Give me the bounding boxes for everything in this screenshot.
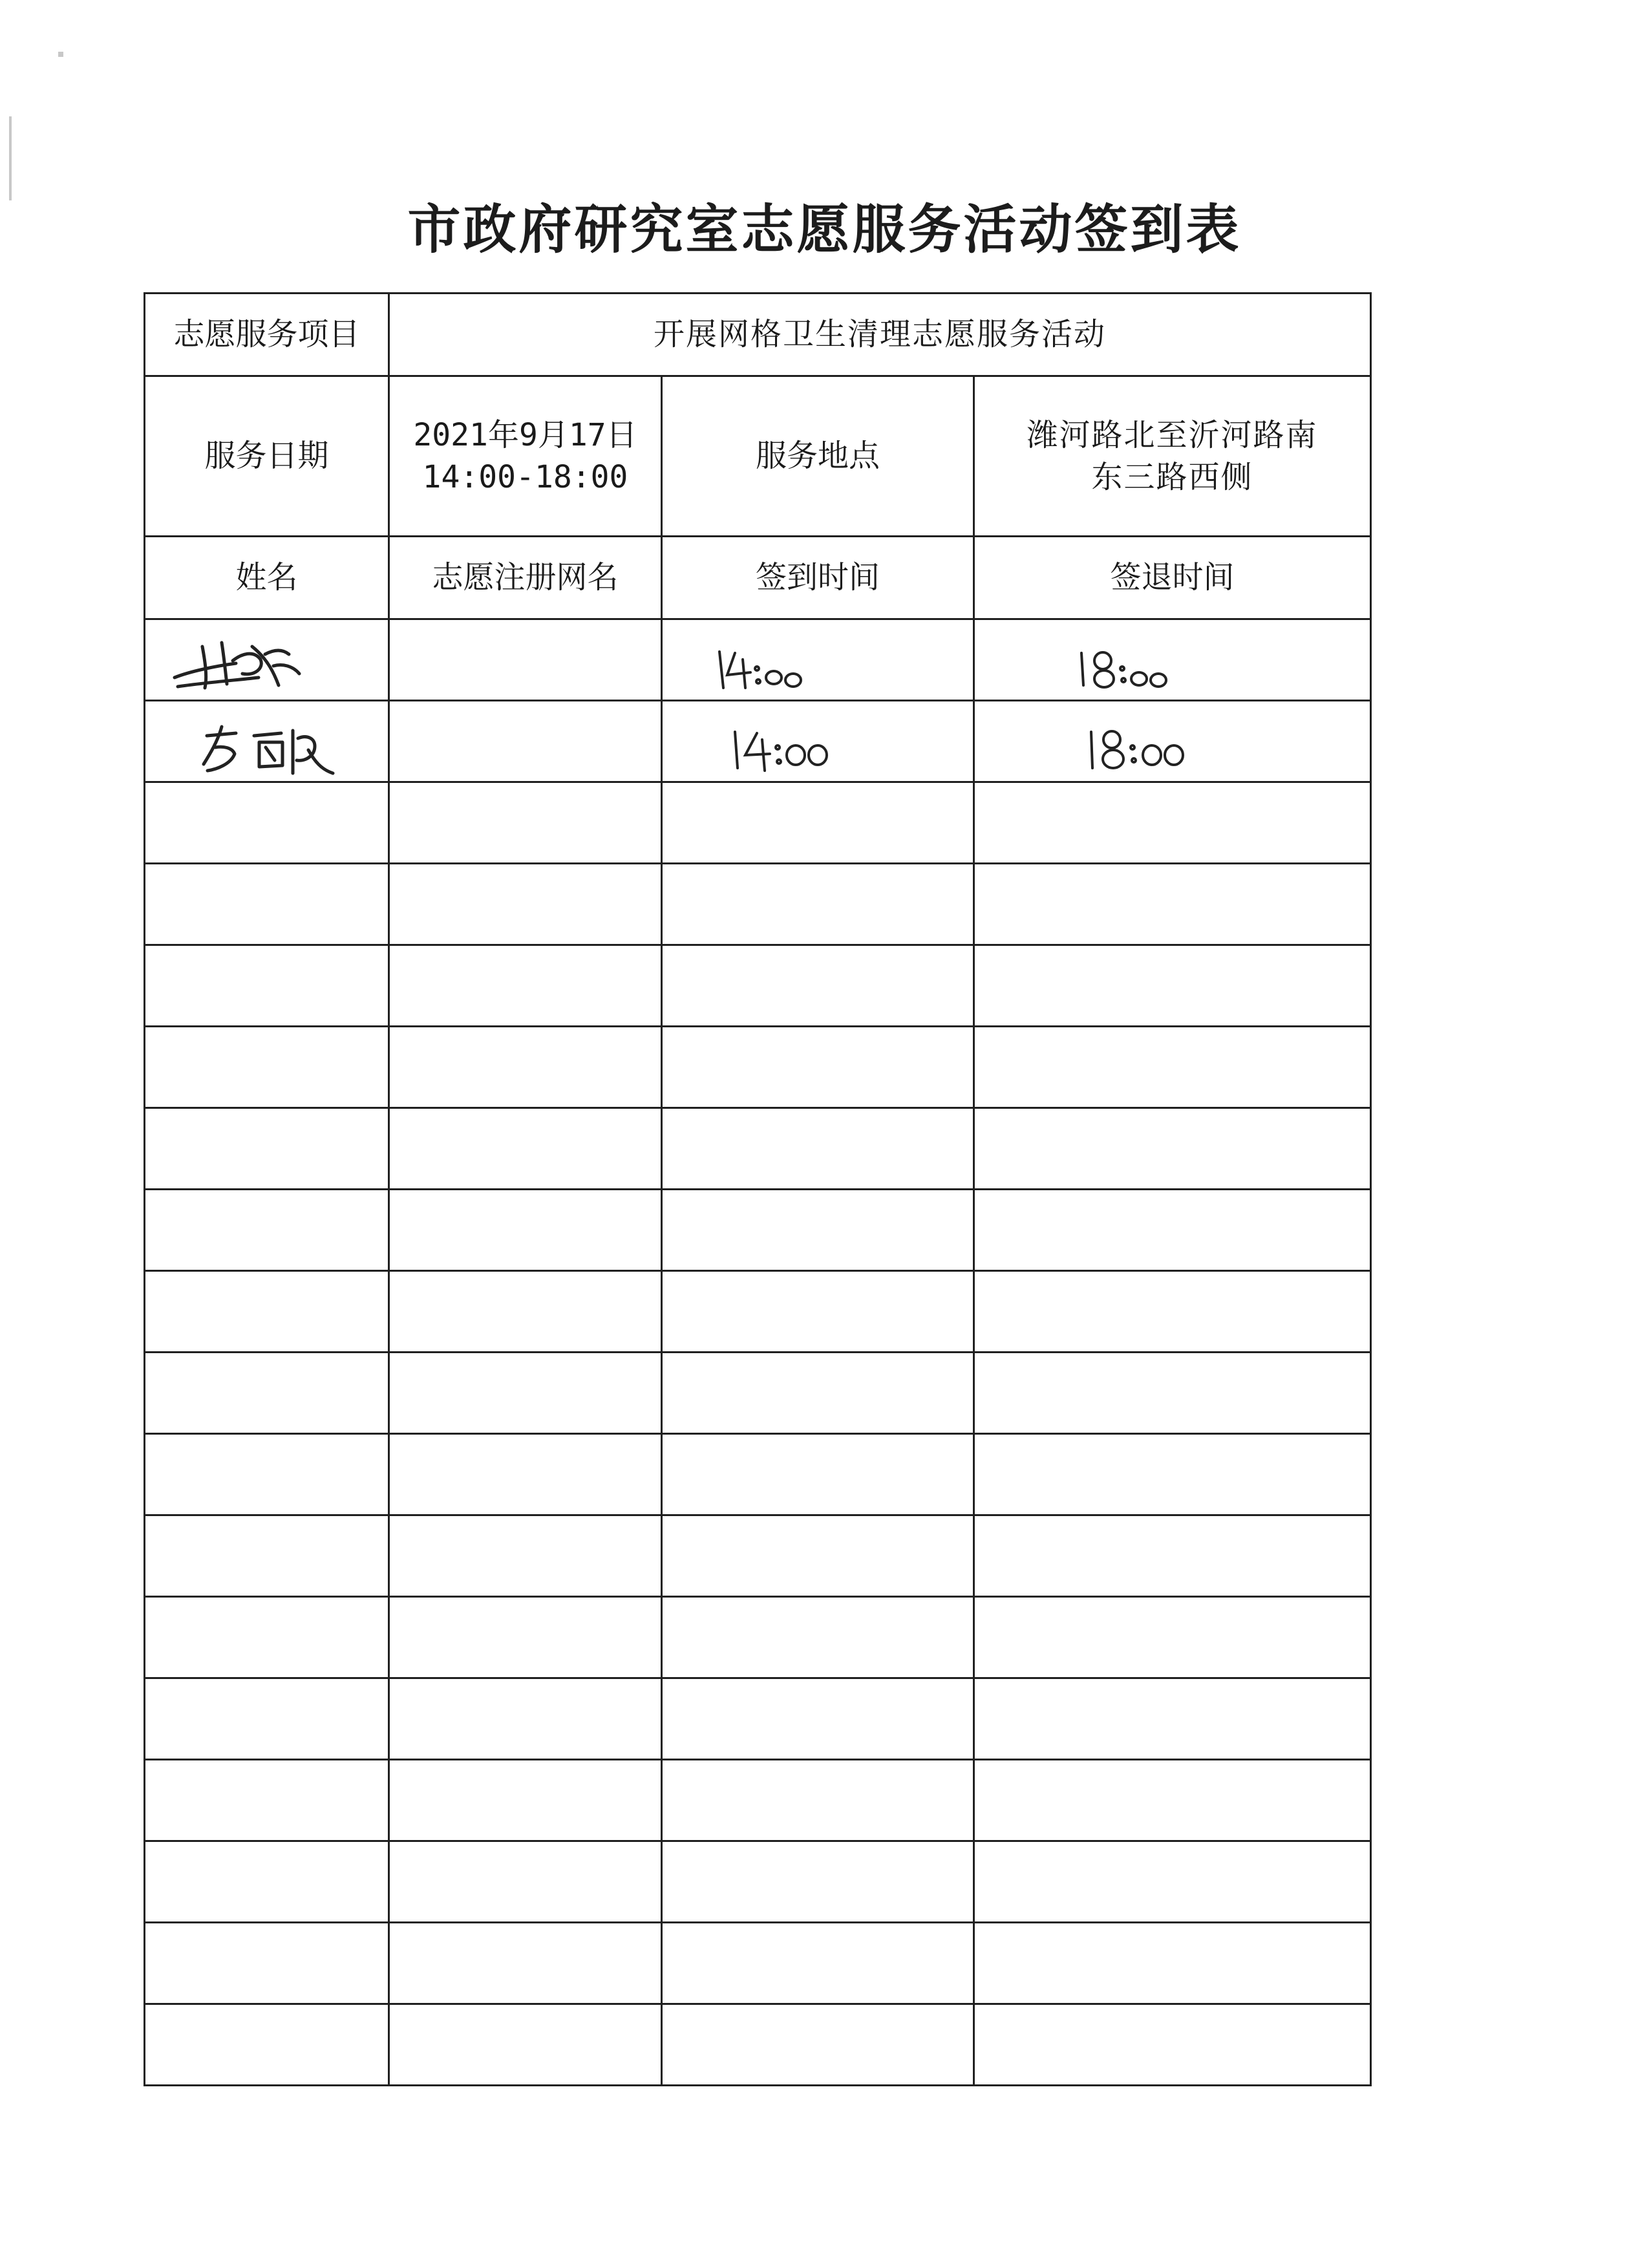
empty-cell — [974, 1597, 1371, 1678]
empty-cell — [145, 782, 389, 864]
empty-cell — [974, 1271, 1371, 1353]
empty-cell — [662, 1760, 974, 1841]
service-place-line2: 东三路西侧 — [1091, 458, 1253, 495]
empty-cell — [389, 1515, 662, 1597]
empty-cell — [389, 1923, 662, 2004]
empty-cell — [662, 1515, 974, 1597]
table-row — [145, 701, 1371, 782]
service-place-value — [974, 376, 1371, 537]
empty-cell — [974, 1760, 1371, 1841]
empty-cell — [145, 1923, 389, 2004]
empty-cell — [145, 1271, 389, 1353]
empty-cell — [662, 1108, 974, 1190]
empty-cell — [389, 1271, 662, 1353]
empty-cell — [389, 1678, 662, 1760]
table-row — [145, 1597, 1371, 1678]
table-row — [145, 1353, 1371, 1434]
empty-cell — [145, 1353, 389, 1434]
sign-out-cell — [974, 701, 1371, 782]
empty-cell — [145, 1597, 389, 1678]
empty-cell — [145, 1190, 389, 1271]
service-date-label: 服务日期 — [145, 376, 389, 537]
empty-cell — [974, 782, 1371, 864]
empty-cell — [974, 1190, 1371, 1271]
handwritten-sign-in-time — [663, 702, 971, 781]
empty-cell — [389, 1841, 662, 1923]
empty-cell — [145, 2004, 389, 2086]
table-row — [145, 1027, 1371, 1108]
table-row — [145, 1515, 1371, 1597]
empty-cell — [662, 1434, 974, 1515]
service-date-value — [389, 376, 662, 537]
service-info-row — [145, 376, 1371, 537]
table-row — [145, 1841, 1371, 1923]
empty-cell — [974, 1353, 1371, 1434]
empty-cell — [974, 864, 1371, 945]
page-title: 市政府研究室志愿服务活动签到表 — [407, 198, 1242, 261]
service-date-line1: 2021年9月17日 — [413, 416, 637, 453]
table-row — [145, 619, 1371, 701]
empty-cell — [389, 945, 662, 1027]
table-row — [145, 782, 1371, 864]
empty-cell — [662, 1353, 974, 1434]
empty-cell — [145, 864, 389, 945]
empty-cell — [389, 2004, 662, 2086]
empty-cell — [662, 1597, 974, 1678]
empty-cell — [662, 1841, 974, 1923]
empty-cell — [389, 1760, 662, 1841]
handwritten-signature — [145, 621, 386, 700]
empty-cell — [662, 1190, 974, 1271]
table-row — [145, 945, 1371, 1027]
table-row — [145, 1434, 1371, 1515]
empty-cell — [145, 945, 389, 1027]
project-row — [145, 294, 1371, 376]
signature-cell — [145, 619, 389, 701]
empty-cell — [974, 1923, 1371, 2004]
sign-in-cell — [662, 619, 974, 701]
empty-cell — [145, 1678, 389, 1760]
service-place-label: 服务地点 — [662, 376, 974, 537]
empty-cell — [389, 1190, 662, 1271]
empty-cell — [389, 1434, 662, 1515]
handwritten-signature — [145, 702, 386, 781]
empty-cell — [662, 2004, 974, 2086]
table-row — [145, 2004, 1371, 2086]
empty-cell — [974, 1841, 1371, 1923]
empty-cell — [145, 1108, 389, 1190]
project-label: 志愿服务项目 — [145, 294, 389, 376]
sign-out-cell — [974, 619, 1371, 701]
column-header-row — [145, 537, 1371, 619]
empty-cell — [145, 1841, 389, 1923]
project-value: 开展网格卫生清理志愿服务活动 — [389, 294, 1371, 376]
header-sign-out: 签退时间 — [974, 537, 1371, 619]
empty-cell — [974, 2004, 1371, 2086]
empty-cell — [662, 1678, 974, 1760]
empty-cell — [662, 1923, 974, 2004]
empty-cell — [145, 1515, 389, 1597]
table-row — [145, 864, 1371, 945]
service-place-line1: 潍河路北至沂河路南 — [1027, 416, 1318, 453]
service-time-line2: 14:00-18:00 — [422, 458, 628, 495]
empty-cell — [974, 1678, 1371, 1760]
empty-cell — [389, 1108, 662, 1190]
empty-cell — [662, 864, 974, 945]
empty-cell — [389, 864, 662, 945]
empty-cell — [662, 1271, 974, 1353]
signature-cell — [145, 701, 389, 782]
net-name-cell — [389, 619, 662, 701]
table-row — [145, 1923, 1371, 2004]
empty-cell — [389, 1027, 662, 1108]
empty-cell — [662, 782, 974, 864]
empty-cell — [974, 1027, 1371, 1108]
empty-cell — [145, 1027, 389, 1108]
empty-cell — [389, 782, 662, 864]
handwritten-sign-out-time — [975, 702, 1368, 781]
empty-cell — [389, 1353, 662, 1434]
table-row — [145, 1271, 1371, 1353]
table-row — [145, 1678, 1371, 1760]
empty-cell — [145, 1760, 389, 1841]
empty-cell — [974, 945, 1371, 1027]
table-row — [145, 1760, 1371, 1841]
header-net-name: 志愿注册网名 — [389, 537, 662, 619]
header-sign-in: 签到时间 — [662, 537, 974, 619]
empty-cell — [389, 1597, 662, 1678]
empty-cell — [974, 1434, 1371, 1515]
table-row — [145, 1108, 1371, 1190]
empty-cell — [974, 1515, 1371, 1597]
handwritten-sign-out-time — [975, 621, 1368, 700]
scan-artifact — [58, 52, 63, 57]
empty-cell — [974, 1108, 1371, 1190]
empty-cell — [662, 945, 974, 1027]
sign-in-cell — [662, 701, 974, 782]
empty-cell — [145, 1434, 389, 1515]
handwritten-sign-in-time — [663, 621, 971, 700]
net-name-cell — [389, 701, 662, 782]
empty-cell — [662, 1027, 974, 1108]
sign-in-table — [144, 292, 1372, 2086]
table-row — [145, 1190, 1371, 1271]
header-name: 姓名 — [145, 537, 389, 619]
